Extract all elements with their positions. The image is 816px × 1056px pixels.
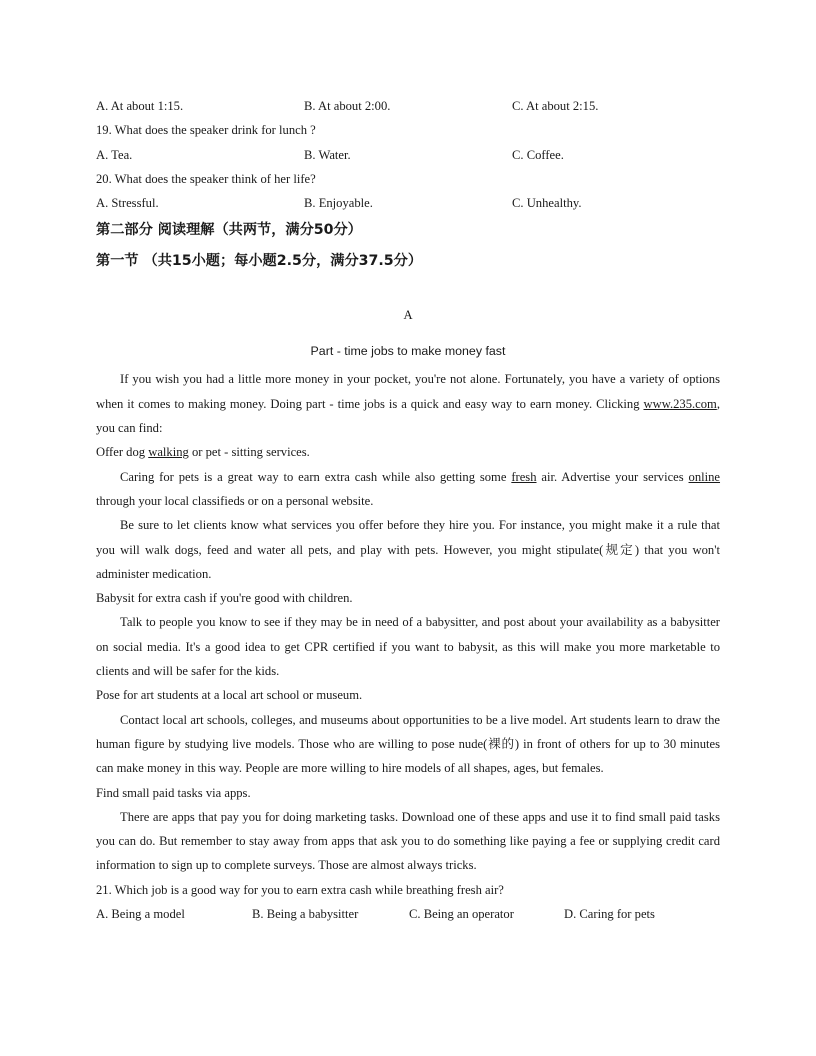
intro-text-2: , you can find: (96, 396, 720, 436)
subheading-dog-walking (96, 440, 720, 464)
paragraph-text: air. Advertise your services (536, 469, 689, 484)
subheading-babysit: Babysit for extra cash if you're good with children. (96, 591, 353, 606)
paragraph-clients: Be sure to let clients know what services you offer before they hire you. For instance, you might make it a rule that you will walk dogs, feed and water all pets, and play with pets. However, you might stipulate(规定) that you won't administer medication. (96, 518, 720, 581)
q20-question: 20. What does the speaker think of her life? (96, 171, 316, 186)
q20-option-c: C. Unhealthy. (512, 196, 582, 211)
exam-page (96, 94, 720, 926)
section1-heading: 第一节 （共15小题；每小题2.5分，满分37.5分） (96, 253, 423, 270)
underlined-online: online (688, 469, 721, 484)
q20-option-a: A. Stressful. (96, 196, 159, 211)
q21-option-a: A. Being a model (96, 907, 185, 922)
paragraph-pets (96, 465, 720, 514)
q19-option-c: C. Coffee. (512, 147, 564, 162)
paragraph-apps: There are apps that pay you for doing marketing tasks. Download one of these apps and use it to find small paid tasks you can do. But remember to stay away from apps that ask you to do something like paying a fee or supplying credit card information to sign up to complete surveys. Those are almost always tricks. (96, 809, 720, 873)
part2-heading: 第二部分 阅读理解（共两节，满分50分） (96, 222, 362, 239)
q21-option-b: B. Being a babysitter (252, 907, 359, 922)
underlined-fresh: fresh (511, 469, 537, 484)
q20-options (96, 191, 720, 215)
paragraph-text: Caring for pets is a great way to earn extra cash while also getting some (120, 469, 512, 484)
paragraph-pose: Contact local art schools, colleges, and museums about opportunities to be a live model. Art students learn to draw the human figure by studying live models. Those who are willing to pose nude(裸的) in front of others for up to 30 minutes can make money in this way. People are more willing to hire models of all shapes, ages, but females. (96, 712, 720, 776)
q19-option-a: A. Tea. (96, 147, 133, 162)
q20-option-b: B. Enjoyable. (304, 196, 373, 211)
subheading-apps: Find small paid tasks via apps. (96, 785, 251, 800)
q18-option-b: B. At about 2:00. (304, 99, 391, 113)
q18-option-a: A. At about 1:15. (96, 99, 184, 113)
underlined-walking: walking (148, 445, 189, 460)
q19-option-b: B. Water. (304, 147, 351, 162)
website-link[interactable]: www.235.com (643, 396, 717, 411)
paragraph-babysit: Talk to people you know to see if they may be in need of a babysitter, and post about your availability as a babysitter on social media. It's a good idea to get CPR certified if you want to babysit, as this will make you more marketable to clients and will be safer for the kids. (96, 615, 720, 679)
subheading-text: or pet - sitting services. (188, 445, 310, 460)
q21-option-d: D. Caring for pets (564, 907, 655, 922)
subheading-text: Offer dog (96, 445, 149, 460)
q19-options (96, 143, 720, 167)
paragraph-text: through your local classifieds or on a personal website. (96, 493, 374, 508)
passage-title: Part - time jobs to make money fast (310, 344, 506, 359)
subheading-pose: Pose for art students at a local art school or museum. (96, 688, 363, 703)
passage-letter: A (403, 308, 413, 323)
q21-option-c: C. Being an operator (409, 907, 514, 922)
q18-options (96, 94, 720, 118)
q18-option-c: C. At about 2:15. (512, 99, 599, 113)
q21-question: 21. Which job is a good way for you to earn extra cash while breathing fresh air? (96, 882, 504, 897)
q19-question: 19. What does the speaker drink for lunch ? (96, 123, 316, 138)
q21-options (96, 902, 720, 926)
intro-text-1: If you wish you had a little more money in your pocket, you're not alone. Fortunately, you have a variety of options when it comes to making money. Doing part - time jobs is a quick and easy way to earn money. Clicking (96, 372, 720, 411)
passage-intro (96, 367, 720, 440)
